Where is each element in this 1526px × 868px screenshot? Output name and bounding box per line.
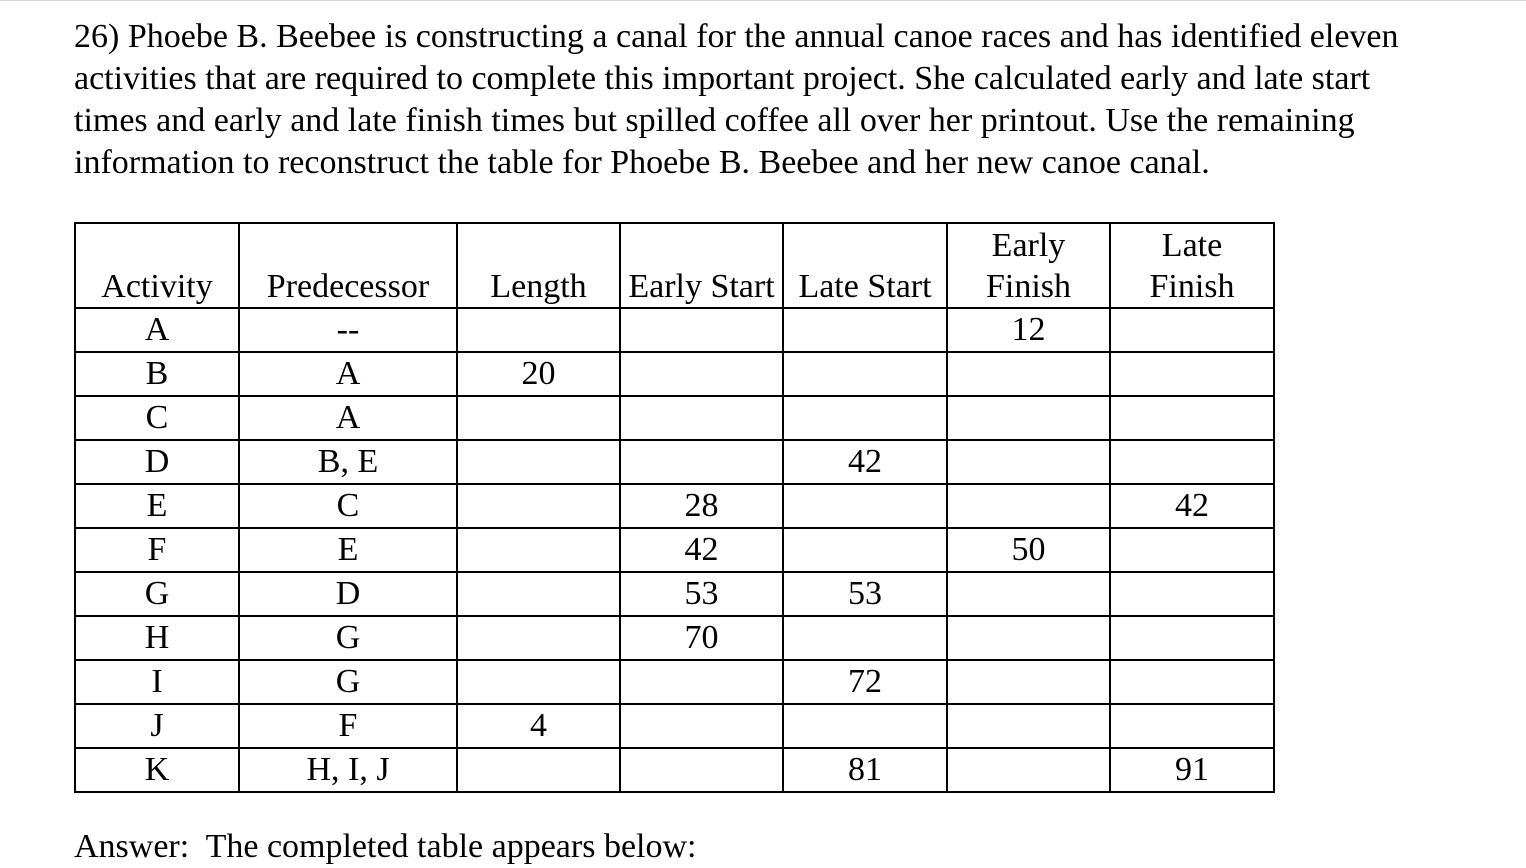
header-activity: Activity: [75, 223, 239, 308]
cell-early-start: 70: [620, 616, 783, 660]
table-row: [75, 528, 1274, 572]
cell-early-start: 42: [620, 528, 783, 572]
cell-early-start: [620, 440, 783, 484]
cell-length: 20: [457, 352, 620, 396]
cell-length: [457, 660, 620, 704]
cell-activity: H: [75, 616, 239, 660]
cell-length: [457, 572, 620, 616]
cell-late-start: [783, 352, 947, 396]
cell-activity: G: [75, 572, 239, 616]
question-line: 26) Phoebe B. Beebee is constructing a canal for the annual canoe races and has identified eleven: [74, 18, 1399, 55]
question-text: [74, 16, 1514, 184]
question-line: information to reconstruct the table for Phoebe B. Beebee and her new canoe canal.: [74, 144, 1210, 181]
cell-early-start: [620, 660, 783, 704]
table-row: [75, 660, 1274, 704]
table-row: [75, 572, 1274, 616]
top-divider: [0, 0, 1526, 1]
cell-early-finish: 50: [947, 528, 1110, 572]
answer-text: Answer: The completed table appears below:: [74, 828, 697, 865]
cell-early-finish: [947, 616, 1110, 660]
cell-late-finish: [1110, 572, 1274, 616]
header-early-finish: [947, 223, 1110, 308]
cell-length: [457, 484, 620, 528]
cell-predecessor: B, E: [239, 440, 457, 484]
cell-predecessor: G: [239, 616, 457, 660]
cell-predecessor: A: [239, 352, 457, 396]
cell-early-start: [620, 396, 783, 440]
cell-length: [457, 396, 620, 440]
table-row: [75, 308, 1274, 352]
cell-late-start: [783, 704, 947, 748]
cell-late-finish: [1110, 308, 1274, 352]
cell-late-start: [783, 484, 947, 528]
cell-late-finish: [1110, 352, 1274, 396]
cell-predecessor: C: [239, 484, 457, 528]
cell-early-start: 28: [620, 484, 783, 528]
cell-length: [457, 528, 620, 572]
cell-length: [457, 440, 620, 484]
table-row: [75, 352, 1274, 396]
cell-late-finish: 42: [1110, 484, 1274, 528]
header-early-finish-line2: Finish: [985, 268, 1072, 305]
cell-early-start: [620, 308, 783, 352]
cell-early-finish: [947, 484, 1110, 528]
header-late-start: Late Start: [783, 223, 947, 308]
cell-late-start: 53: [783, 572, 947, 616]
cell-late-finish: 91: [1110, 748, 1274, 792]
cell-early-finish: [947, 352, 1110, 396]
cell-activity: D: [75, 440, 239, 484]
header-early-finish-line1: Early: [991, 227, 1066, 264]
cell-early-start: 53: [620, 572, 783, 616]
cell-early-finish: [947, 440, 1110, 484]
cell-late-start: 72: [783, 660, 947, 704]
cell-late-finish: [1110, 440, 1274, 484]
table-row: [75, 748, 1274, 792]
cell-late-start: [783, 308, 947, 352]
cell-predecessor: E: [239, 528, 457, 572]
cell-length: [457, 748, 620, 792]
cell-early-finish: [947, 660, 1110, 704]
cell-late-start: [783, 528, 947, 572]
cell-late-start: 42: [783, 440, 947, 484]
cell-late-finish: [1110, 396, 1274, 440]
table-row: [75, 616, 1274, 660]
cell-late-start: 81: [783, 748, 947, 792]
cell-activity: A: [75, 308, 239, 352]
cell-early-finish: [947, 748, 1110, 792]
header-late-finish: [1110, 223, 1274, 308]
cell-predecessor: --: [239, 308, 457, 352]
cell-predecessor: G: [239, 660, 457, 704]
cell-predecessor: A: [239, 396, 457, 440]
cell-activity: J: [75, 704, 239, 748]
table-body: [75, 308, 1274, 792]
cell-early-finish: [947, 704, 1110, 748]
cell-late-finish: [1110, 660, 1274, 704]
table-row: [75, 704, 1274, 748]
table-row: [75, 484, 1274, 528]
cell-early-finish: 12: [947, 308, 1110, 352]
table-header-row: [75, 223, 1274, 308]
table-row: [75, 440, 1274, 484]
cell-early-start: [620, 748, 783, 792]
cell-early-start: [620, 352, 783, 396]
header-predecessor: Predecessor: [239, 223, 457, 308]
question-line: times and early and late finish times but spilled coffee all over her printout. Use the remaining: [74, 102, 1355, 139]
table-row: [75, 396, 1274, 440]
header-late-finish-line1: Late: [1161, 227, 1223, 264]
cell-late-finish: [1110, 528, 1274, 572]
cell-activity: F: [75, 528, 239, 572]
question-line: activities that are required to complete this important project. She calculated early and late start: [74, 60, 1371, 97]
header-length: Length: [457, 223, 620, 308]
cell-predecessor: F: [239, 704, 457, 748]
cell-early-finish: [947, 396, 1110, 440]
cell-activity: I: [75, 660, 239, 704]
cell-late-finish: [1110, 616, 1274, 660]
cell-length: [457, 308, 620, 352]
cell-early-finish: [947, 572, 1110, 616]
cell-late-start: [783, 616, 947, 660]
cell-activity: K: [75, 748, 239, 792]
cell-activity: C: [75, 396, 239, 440]
cell-length: 4: [457, 704, 620, 748]
cell-predecessor: D: [239, 572, 457, 616]
header-early-start: Early Start: [620, 223, 783, 308]
cell-length: [457, 616, 620, 660]
cell-predecessor: H, I, J: [239, 748, 457, 792]
header-late-finish-line2: Finish: [1149, 268, 1235, 305]
activity-schedule-table: [74, 222, 1275, 793]
cell-activity: E: [75, 484, 239, 528]
cell-late-start: [783, 396, 947, 440]
cell-early-start: [620, 704, 783, 748]
cell-late-finish: [1110, 704, 1274, 748]
cell-activity: B: [75, 352, 239, 396]
